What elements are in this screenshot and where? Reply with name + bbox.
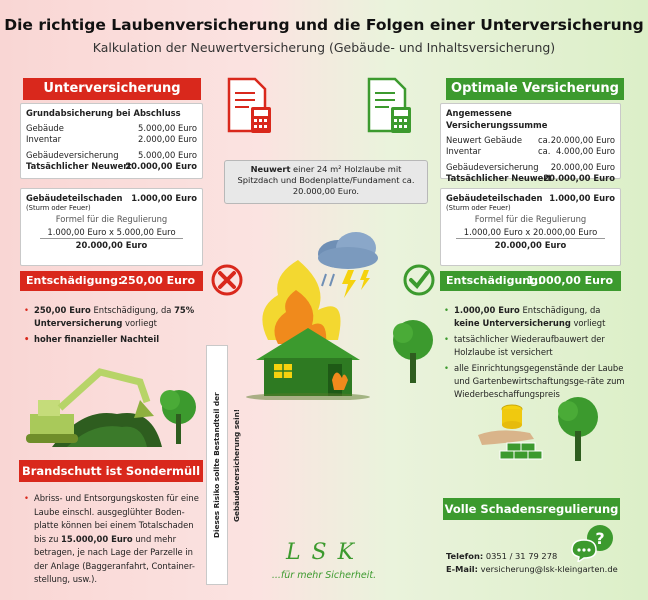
damage-value: 1.000,00 Euro (549, 193, 615, 203)
compensation-value: 250,00 Euro (120, 274, 195, 287)
list-item: • alle Einrichtungsgegenstände der Laube und Gartenbewirtschaftungsge-räte zum Wiederbeschaffungspreis (444, 362, 626, 401)
compensation-bar-left (20, 271, 203, 291)
damage-sub: (Sturm oder Feuer) (446, 204, 511, 212)
lsk-logo: L S K (285, 540, 357, 565)
excavator-illustration (22, 352, 202, 452)
coverage-row: Inventar ca. 4.000,00 Euro (446, 146, 615, 156)
rubble-text (24, 492, 204, 587)
damage-box-right (440, 188, 621, 266)
compensation-label: Entschädigung: (446, 274, 543, 287)
formula-line1: 1.000,00 Euro x 20.000,00 Euro (456, 226, 605, 239)
formula-title: Formel für die Regulierung (474, 214, 587, 224)
basic-coverage-title: Grundabsicherung bei Abschluss (26, 108, 181, 118)
coverage-row: Tatsächlicher Neuwert 20.000,00 Euro (26, 161, 197, 171)
cross-circle-icon (210, 263, 244, 297)
vertical-note-box (206, 345, 241, 585)
damage-box-left (20, 188, 203, 266)
new-value-info-box: Neuwert einer 24 m² Holzlaube mit Spitzdach und Bodenplatte/Fundament ca. 20.000,00 Euro. (224, 160, 428, 204)
damage-sub: (Sturm oder Feuer) (26, 204, 91, 212)
coverage-row: Gebäude 5.000,00 Euro (26, 123, 197, 133)
page-subtitle: Kalkulation der Neuwertversicherung (Gebäude- und Inhaltsversicherung) (92, 40, 556, 55)
document-calculator-icon-right (365, 77, 415, 137)
vertical-note: Dieses Risiko sollte Bestandteil der Gebäudeversicherung sein! (212, 392, 241, 538)
burning-house-illustration (238, 240, 388, 400)
check-circle-icon (402, 263, 436, 297)
formula-line2: 20.000,00 Euro (494, 240, 567, 250)
svg-text:?: ? (595, 529, 605, 548)
list-item: • Abriss- und Entsorgungskosten für eine Laube einschl. ausgeglühter Boden-platte können bei einem Totalschaden bis zu 15.000,00 Euro und mehr betragen, je nach Lage der Parzelle in der Anlage (Baggeranfahrt, Container-stellung, usw.). (24, 492, 204, 587)
list-item: • 1.000,00 Euro Entschädigung, da keine Unterversicherung vorliegt (444, 304, 626, 330)
basic-coverage-box (20, 103, 203, 179)
formula-line1: 1.000,00 Euro x 5.000,00 Euro (40, 226, 183, 239)
list-item: • tatsächlicher Wiederaufbauwert der Holzlaube ist versichert (444, 333, 626, 359)
damage-label: Gebäudeteilschaden (446, 193, 543, 203)
money-bricks-illustration (470, 395, 620, 465)
list-item: • hoher finanzieller Nachteil (24, 333, 204, 346)
adequate-coverage-title: Angemessene Versicherungssumme (446, 108, 548, 130)
page-title: Die richtige Laubenversicherung und die Folgen einer Unterversicherung (4, 16, 644, 34)
lsk-slogan: ...für mehr Sicherheit. (271, 570, 377, 581)
coverage-row: Tatsächlicher Neuwert 20.000,00 Euro (446, 173, 615, 183)
coverage-row: Inventar 2.000,00 Euro (26, 134, 197, 144)
coverage-row: Neuwert Gebäude ca. 20.000,00 Euro (446, 135, 615, 145)
coverage-row: Gebäudeversicherung 5.000,00 Euro (26, 150, 197, 160)
underinsurance-heading: Unterversicherung (23, 78, 201, 100)
formula-line2: 20.000,00 Euro (75, 240, 148, 250)
compensation-label: Entschädigung: (26, 274, 123, 287)
chat-bubble-icon (568, 522, 618, 562)
formula-title: Formel für die Regulierung (55, 214, 168, 224)
left-bullets (24, 304, 204, 346)
damage-value: 1.000,00 Euro (131, 193, 197, 203)
email-label: E-Mail: (446, 564, 478, 574)
compensation-bar-right (440, 271, 621, 291)
tree-icon (388, 315, 438, 385)
document-calculator-icon-left (225, 77, 275, 137)
list-item: • 250,00 Euro Entschädigung, da 75% Unterversicherung vorliegt (24, 304, 204, 330)
phone-value: 0351 / 31 79 278 (485, 551, 558, 561)
phone-label: Telefon: (446, 551, 484, 561)
rubble-heading: Brandschutt ist Sondermüll (19, 460, 203, 482)
damage-label: Gebäudeteilschaden (26, 193, 123, 203)
coverage-row: Gebäudeversicherung 20.000,00 Euro (446, 162, 615, 172)
email-value: versicherung@lsk-kleingarten.de (480, 564, 618, 574)
full-settlement-heading: Volle Schadensregulierung (443, 498, 620, 520)
adequate-coverage-box (440, 103, 621, 183)
right-bullets (444, 304, 626, 401)
compensation-value: 1.000,00 Euro (526, 274, 613, 287)
optimal-insurance-heading: Optimale Versicherung (446, 78, 624, 100)
